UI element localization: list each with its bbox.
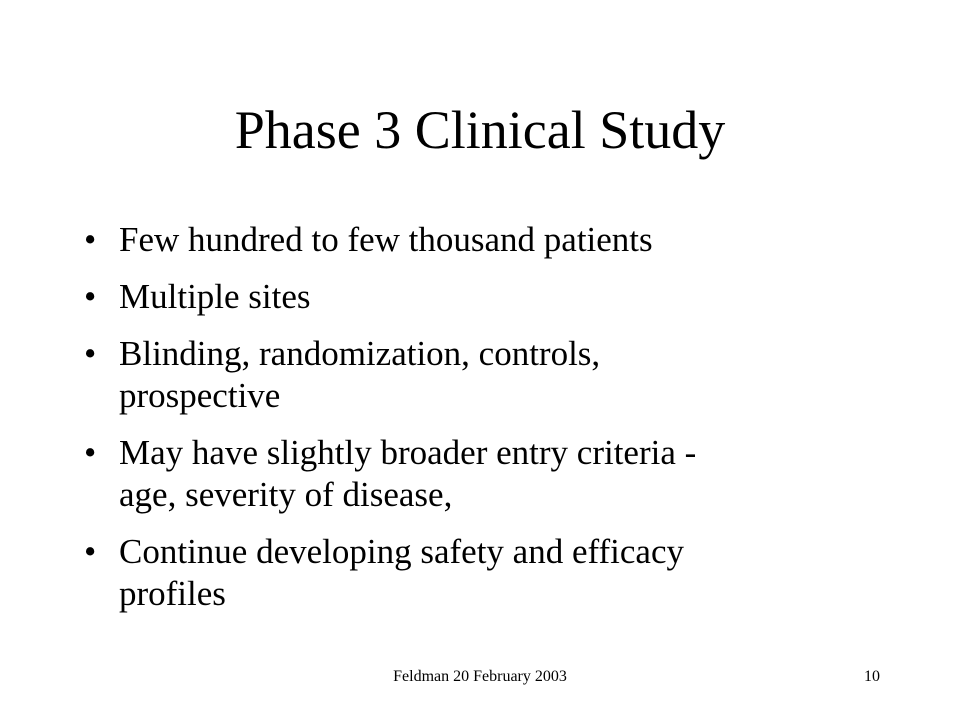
bullet-item (84, 531, 884, 615)
bullet-text-continuation: prospective (119, 376, 281, 415)
bullet-text-continuation: age, severity of disease, (119, 475, 453, 514)
bullet-dot-icon: • (84, 220, 97, 259)
bullet-dot-icon: • (84, 532, 97, 571)
bullet-text: May have slightly broader entry criteria - (119, 433, 697, 472)
bullet-text: Few hundred to few thousand patients (119, 220, 653, 259)
footer-author-date: Feldman 20 February 2003 (393, 668, 567, 685)
slide-title: Phase 3 Clinical Study (234, 100, 726, 160)
bullet-item (84, 432, 884, 516)
bullet-text: Continue developing safety and efficacy (119, 532, 684, 571)
page-number: 10 (864, 668, 880, 685)
bullet-dot-icon: • (84, 334, 97, 373)
bullet-dot-icon: • (84, 277, 97, 316)
bullet-item (84, 333, 884, 417)
bullet-item (84, 276, 884, 318)
bullet-dot-icon: • (84, 433, 97, 472)
bullet-text-continuation: profiles (119, 574, 226, 613)
bullet-text: Blinding, randomization, controls, (119, 334, 601, 373)
bullet-list (84, 219, 884, 630)
bullet-text: Multiple sites (119, 277, 311, 316)
bullet-item (84, 219, 884, 261)
